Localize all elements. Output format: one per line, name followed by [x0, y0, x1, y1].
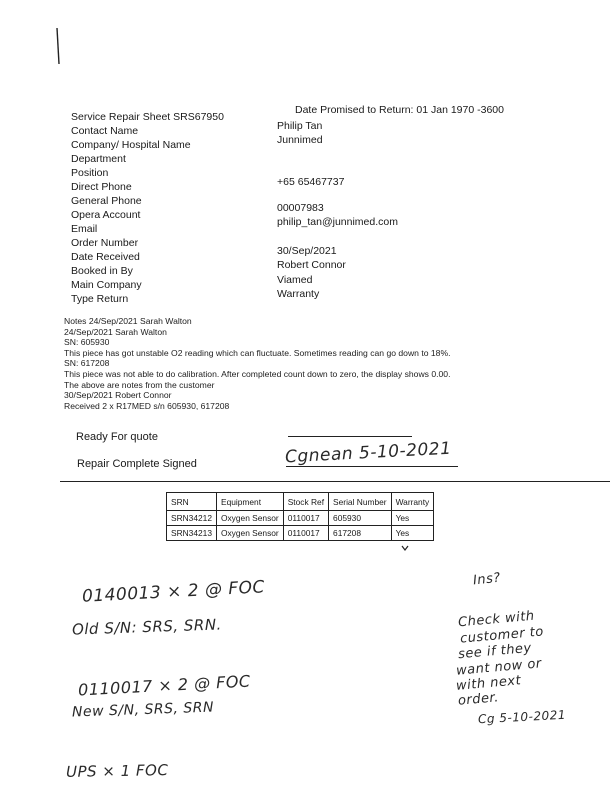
field-value-opera-account: 00007983	[277, 202, 324, 214]
col-header-equipment: Equipment	[216, 493, 283, 511]
cell-serial-number: 617208	[329, 526, 392, 541]
field-value-date-received: 30/Sep/2021	[277, 245, 337, 257]
handwritten-line-1: 0140013 × 2 @ FOC	[81, 577, 266, 607]
field-label-position: Position	[71, 167, 109, 179]
side-note-line: with next	[455, 673, 522, 694]
note-line: The above are notes from the customer	[64, 379, 215, 390]
handwritten-line-2: Old S/N: SRS, SRN.	[71, 615, 223, 639]
note-line: SN: 605930	[64, 337, 110, 348]
note-line: This piece was not able to do calibration. After completed count down to zero, the display shows 0.00.	[64, 368, 451, 379]
side-note-line: want now or	[455, 656, 543, 679]
field-label-contact-name: Contact Name	[71, 125, 139, 137]
date-promised	[295, 104, 504, 116]
col-header-warranty: Warranty	[391, 493, 434, 511]
col-header-serial-number: Serial Number	[329, 493, 392, 511]
field-value-email: philip_tan@junnimed.com	[277, 216, 398, 228]
side-note-line: order.	[457, 690, 500, 709]
side-note-line: Check with	[457, 608, 536, 631]
field-value-direct-phone: +65 65467737	[277, 176, 345, 188]
handwritten-ins-question: Ins?	[472, 570, 502, 589]
cell-stock-ref: 0110017	[283, 526, 328, 541]
field-value-booked-in-by: Robert Connor	[277, 259, 346, 271]
ready-for-quote-label: Ready For quote	[76, 431, 158, 443]
cell-srn: SRN34213	[167, 526, 217, 541]
note-line: Notes 24/Sep/2021 Sarah Walton	[64, 316, 192, 326]
col-header-srn: SRN	[167, 493, 217, 511]
pen-stroke-mark	[54, 26, 62, 66]
cell-equipment: Oxygen Sensor	[216, 526, 283, 541]
field-value-main-company: Viamed	[277, 274, 313, 286]
handwritten-line-5: UPS × 1 FOC	[65, 761, 169, 781]
cell-srn: SRN34212	[167, 511, 217, 526]
repair-complete-signature: Cgnean 5-10-2021	[284, 438, 452, 468]
date-promised-label: Date Promised to Return:	[295, 104, 414, 116]
field-label-order-number: Order Number	[71, 237, 139, 249]
cell-stock-ref: 0110017	[283, 511, 328, 526]
date-promised-value: 01 Jan 1970 -3600	[416, 104, 504, 116]
field-label-email: Email	[71, 223, 98, 235]
field-label-company: Company/ Hospital Name	[71, 139, 191, 151]
handwritten-line-3: 0110017 × 2 @ FOC	[77, 671, 252, 700]
field-label-main-company: Main Company	[71, 279, 142, 291]
field-label-booked-in-by: Booked in By	[71, 265, 133, 277]
table-header-row	[167, 493, 434, 511]
cell-warranty: Yes	[391, 526, 434, 541]
note-line: This piece has got unstable O2 reading which can fluctuate. Sometimes reading can go down to 18%.	[64, 347, 451, 358]
cell-equipment: Oxygen Sensor	[216, 511, 283, 526]
note-line: 30/Sep/2021 Robert Connor	[64, 390, 172, 401]
field-label-opera-account: Opera Account	[71, 209, 141, 221]
table-row	[167, 511, 434, 526]
handwritten-line-4: New S/N, SRS, SRN	[71, 699, 215, 721]
field-label-department: Department	[71, 153, 126, 165]
cell-serial-number: 605930	[329, 511, 392, 526]
note-line: 24/Sep/2021 Sarah Walton	[64, 326, 167, 337]
field-label-type-return: Type Return	[71, 293, 129, 305]
note-line: SN: 617208	[64, 358, 110, 369]
field-label-date-received: Date Received	[71, 251, 140, 263]
section-divider	[60, 481, 610, 482]
handwritten-side-signature: Cg 5-10-2021	[477, 707, 567, 727]
field-value-company: Junnimed	[277, 134, 323, 146]
field-label-direct-phone: Direct Phone	[71, 181, 132, 193]
sheet-title: Service Repair Sheet SRS67950	[71, 111, 224, 123]
repair-complete-label: Repair Complete Signed	[77, 458, 197, 470]
field-label-general-phone: General Phone	[71, 195, 142, 207]
field-value-type-return: Warranty	[277, 288, 320, 300]
side-note-line: customer to	[459, 624, 545, 647]
field-value-contact-name: Philip Tan	[277, 120, 323, 132]
cell-warranty: Yes	[391, 511, 434, 526]
notes-block	[64, 316, 450, 411]
repair-complete-line	[286, 466, 458, 467]
equipment-table	[166, 492, 434, 541]
ready-for-quote-line	[288, 436, 412, 437]
side-note-line: see if they	[457, 640, 533, 663]
col-header-stock-ref: Stock Ref	[283, 493, 328, 511]
note-line: Received 2 x R17MED s/n 605930, 617208	[64, 400, 230, 411]
stray-tick-mark	[401, 544, 409, 552]
table-row	[167, 526, 434, 541]
